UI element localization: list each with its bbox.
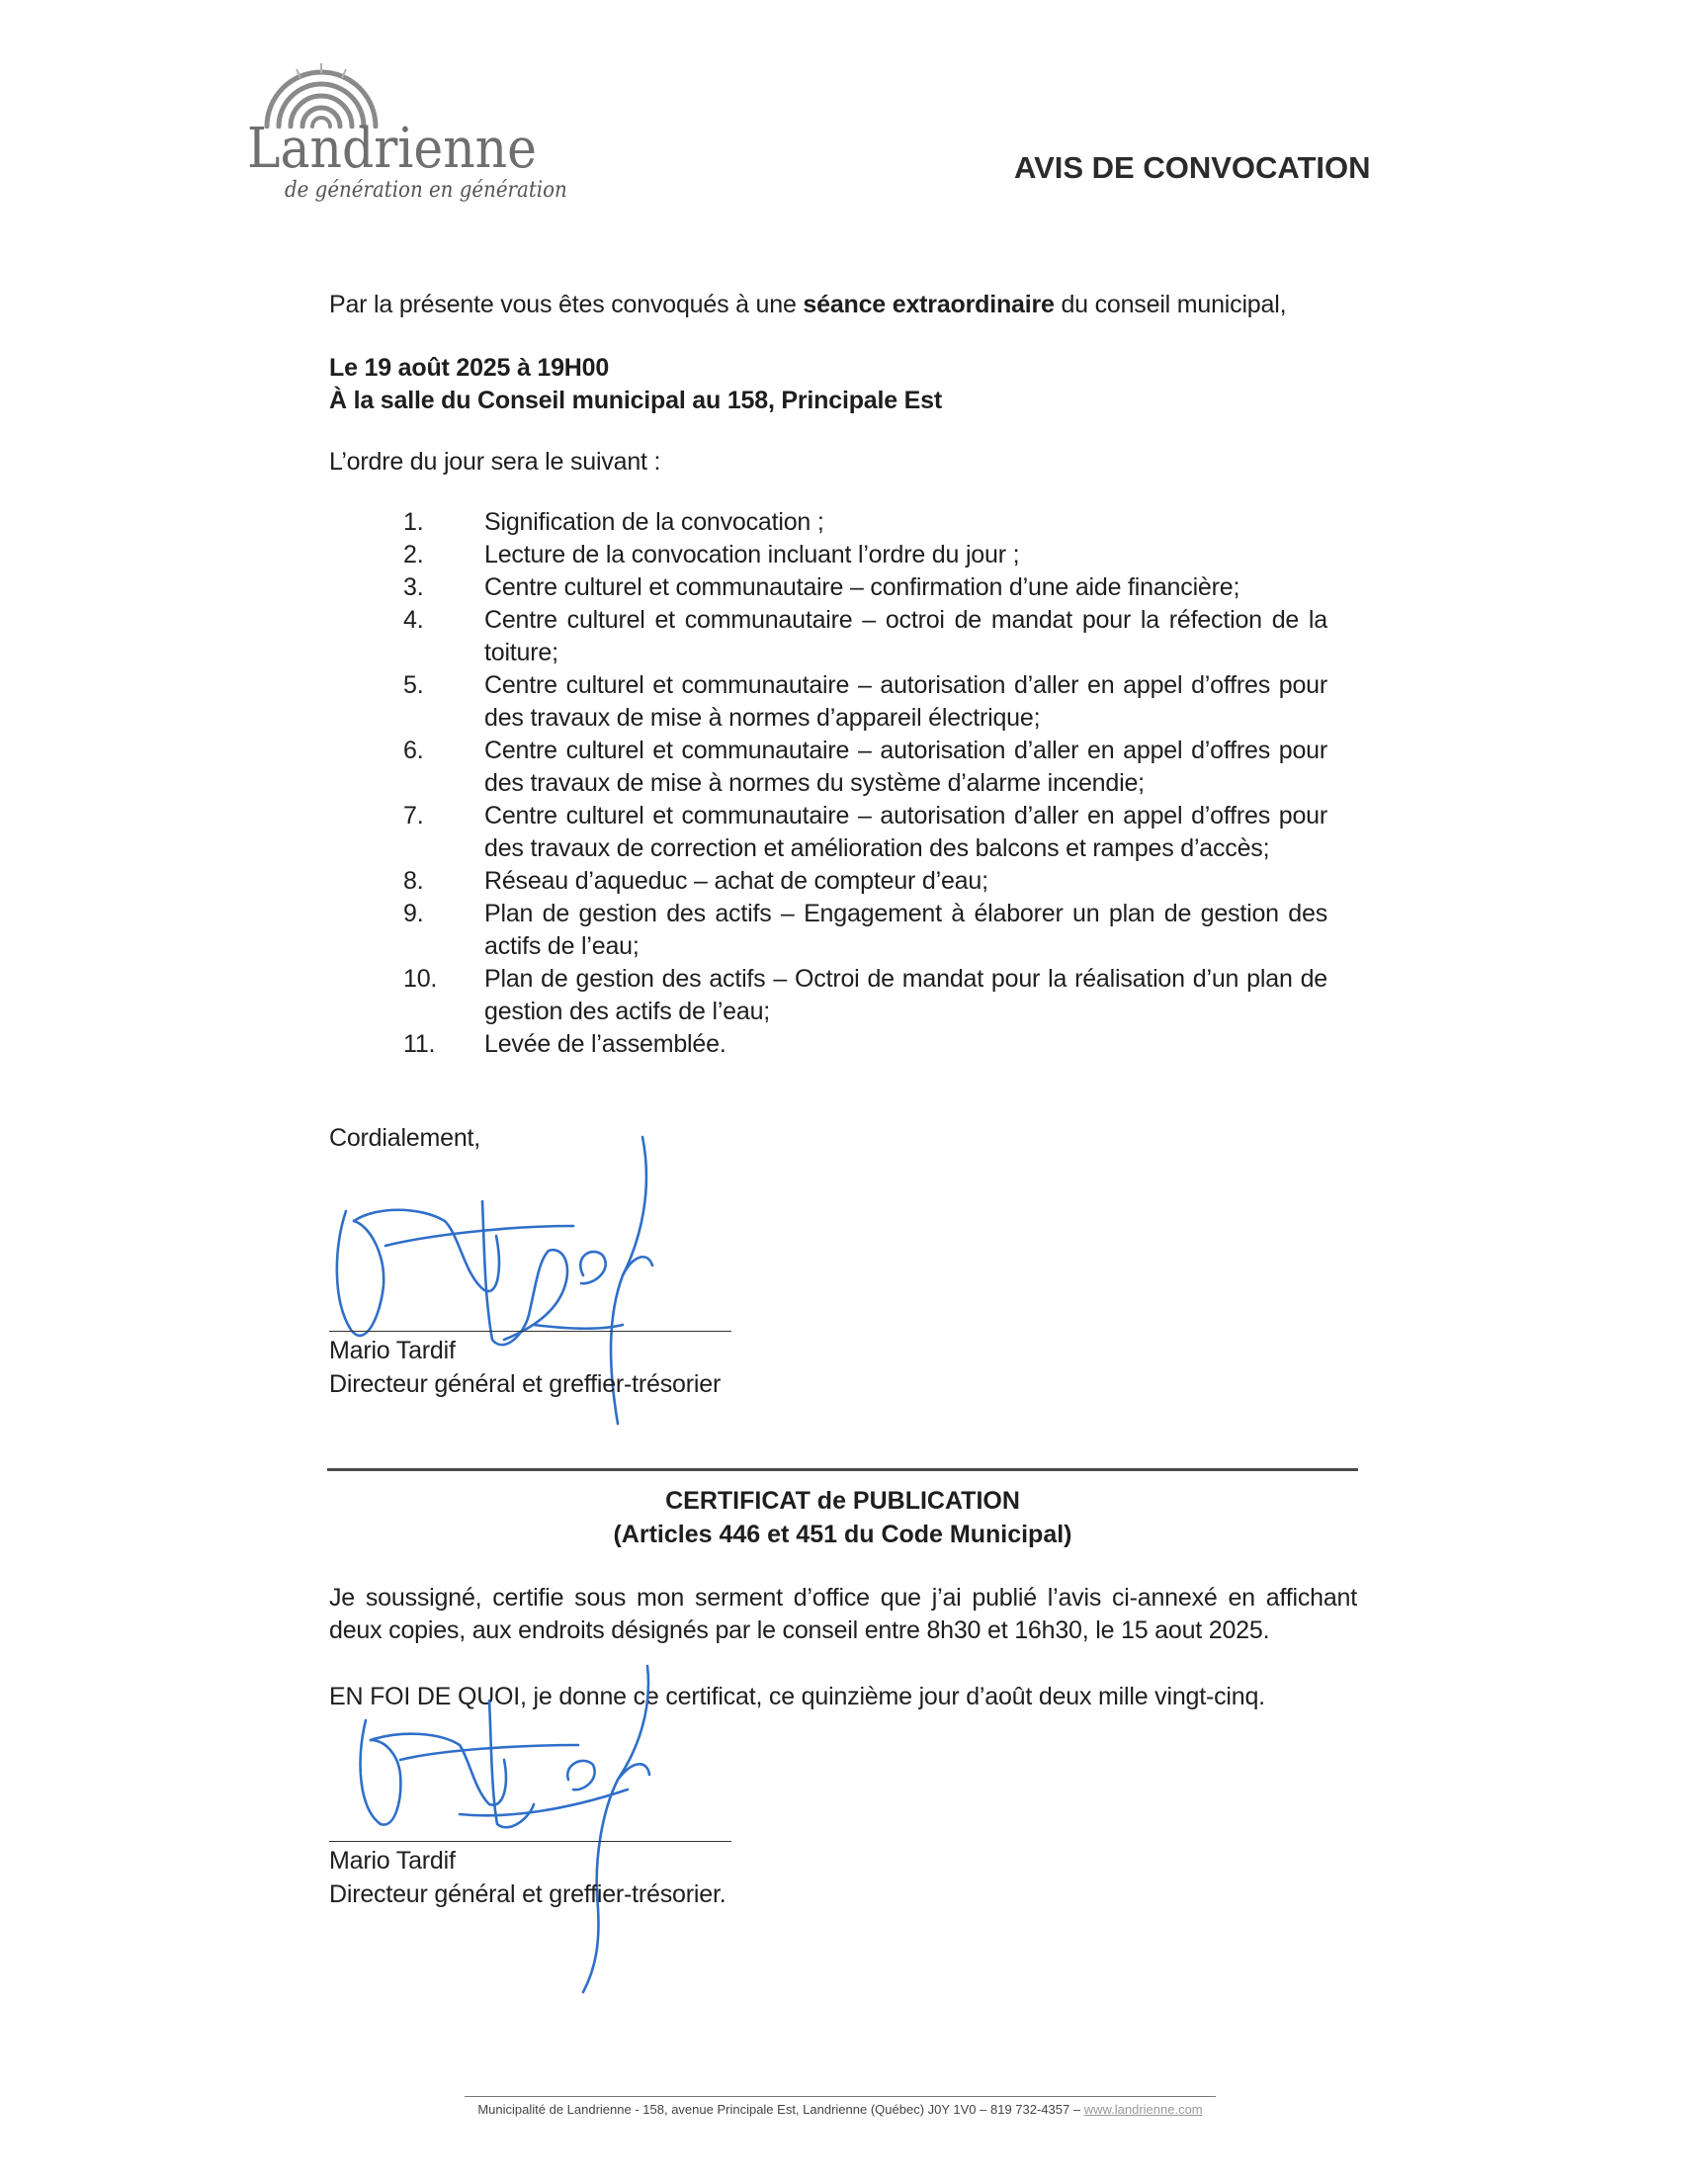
signatory-name: Mario Tardif <box>329 1847 456 1875</box>
meeting-date-time: Le 19 août 2025 à 19H00 <box>329 354 610 382</box>
agenda-item <box>403 963 1327 1028</box>
agenda-item-number: 3. <box>403 573 424 601</box>
agenda-item-text: Réseau d’aqueduc – achat de compteur d’eau; <box>484 867 988 895</box>
agenda-item-number: 4. <box>403 606 424 634</box>
footer-address: Municipalité de Landrienne - 158, avenue Principale Est, Landrienne (Québec) J0Y 1V0 – 819 732-4357 – <box>477 2102 1084 2117</box>
footer-website-link[interactable]: www.landrienne.com <box>1083 2102 1203 2117</box>
notice-intro <box>329 289 1286 321</box>
agenda-item <box>403 669 1327 735</box>
intro-meeting-type: séance extraordinaire <box>803 291 1055 318</box>
agenda-intro: L’ordre du jour sera le suivant : <box>329 448 661 476</box>
document-title: AVIS DE CONVOCATION <box>1014 150 1371 185</box>
certificate-articles: (Articles 446 et 451 du Code Municipal) <box>613 1521 1072 1548</box>
agenda-item <box>403 1028 1327 1061</box>
agenda-item <box>403 571 1327 604</box>
closing-salutation: Cordialement, <box>329 1124 481 1152</box>
agenda-item-number: 10. <box>403 965 438 993</box>
agenda-item-number: 2. <box>403 541 424 568</box>
agenda-item <box>403 800 1327 865</box>
agenda-item-number: 11. <box>403 1030 436 1058</box>
agenda-item <box>403 865 1327 898</box>
logo-wordmark: Landrienne <box>247 117 537 181</box>
agenda-item <box>403 539 1327 571</box>
handwritten-signature <box>341 1661 697 1997</box>
agenda-item <box>403 604 1327 669</box>
signatory-title: Directeur général et greffier-trésorier. <box>329 1880 726 1908</box>
intro-text-end: du conseil municipal, <box>1054 291 1287 318</box>
agenda-item-text: Plan de gestion des actifs – Octroi de mandat pour la réalisation d’un plan de gestion des actifs de l’eau; <box>484 965 1327 1025</box>
agenda-item <box>403 898 1327 963</box>
logo-tagline: de génération en génération <box>285 178 567 203</box>
signatory-name: Mario Tardif <box>329 1337 456 1364</box>
agenda-item-number: 5. <box>403 671 424 699</box>
agenda-item-number: 1. <box>403 508 424 536</box>
section-divider <box>327 1468 1358 1471</box>
footer-contact <box>465 2102 1216 2117</box>
agenda-item-text: Centre culturel et communautaire – autorisation d’aller en appel d’offres pour des travaux de mise à normes du système d’alarme incendie; <box>484 737 1327 797</box>
meeting-location: À la salle du Conseil municipal au 158, Principale Est <box>329 387 942 414</box>
signature-line <box>329 1841 731 1842</box>
agenda-item-number: 9. <box>403 900 424 927</box>
agenda-item-number: 8. <box>403 867 424 895</box>
footer-divider <box>465 2096 1216 2097</box>
agenda-item-text: Signification de la convocation ; <box>484 508 824 536</box>
agenda-item <box>403 735 1327 800</box>
certificate-title: CERTIFICAT de PUBLICATION <box>665 1487 1020 1515</box>
intro-text-start: Par la présente vous êtes convoqués à une <box>329 291 804 318</box>
agenda-list <box>403 506 1327 1061</box>
agenda-item-text: Levée de l’assemblée. <box>484 1030 726 1058</box>
certificate-statement: Je soussigné, certifie sous mon serment d’office que j’ai publié l’avis ci-annexé en affichant deux copies, aux endroits désignés par le conseil entre 8h30 et 16h30, le 15 aout 2025. <box>329 1584 1357 1644</box>
signatory-title: Directeur général et greffier-trésorier <box>329 1370 722 1398</box>
agenda-item-text: Centre culturel et communautaire – octroi de mandat pour la réfection de la toiture; <box>484 606 1327 666</box>
agenda-item-text: Centre culturel et communautaire – autorisation d’aller en appel d’offres pour des travaux de mise à normes d’appareil électrique; <box>484 671 1327 732</box>
municipal-logo <box>237 59 593 208</box>
agenda-item-number: 7. <box>403 802 424 830</box>
agenda-item-text: Centre culturel et communautaire – confirmation d’une aide financière; <box>484 573 1240 601</box>
agenda-item-number: 6. <box>403 737 424 764</box>
agenda-item-text: Lecture de la convocation incluant l’ordre du jour ; <box>484 541 1020 568</box>
certificate-attestation: EN FOI DE QUOI, je donne ce certificat, ce quinzième jour d’août deux mille vingt-cinq. <box>329 1683 1265 1710</box>
agenda-item-text: Centre culturel et communautaire – autorisation d’aller en appel d’offres pour des travaux de correction et amélioration des balcons et rampes d’accès; <box>484 802 1327 862</box>
signature-line <box>329 1331 731 1332</box>
agenda-item <box>403 506 1327 539</box>
agenda-item-text: Plan de gestion des actifs – Engagement à élaborer un plan de gestion des actifs de l’eau; <box>484 900 1327 960</box>
